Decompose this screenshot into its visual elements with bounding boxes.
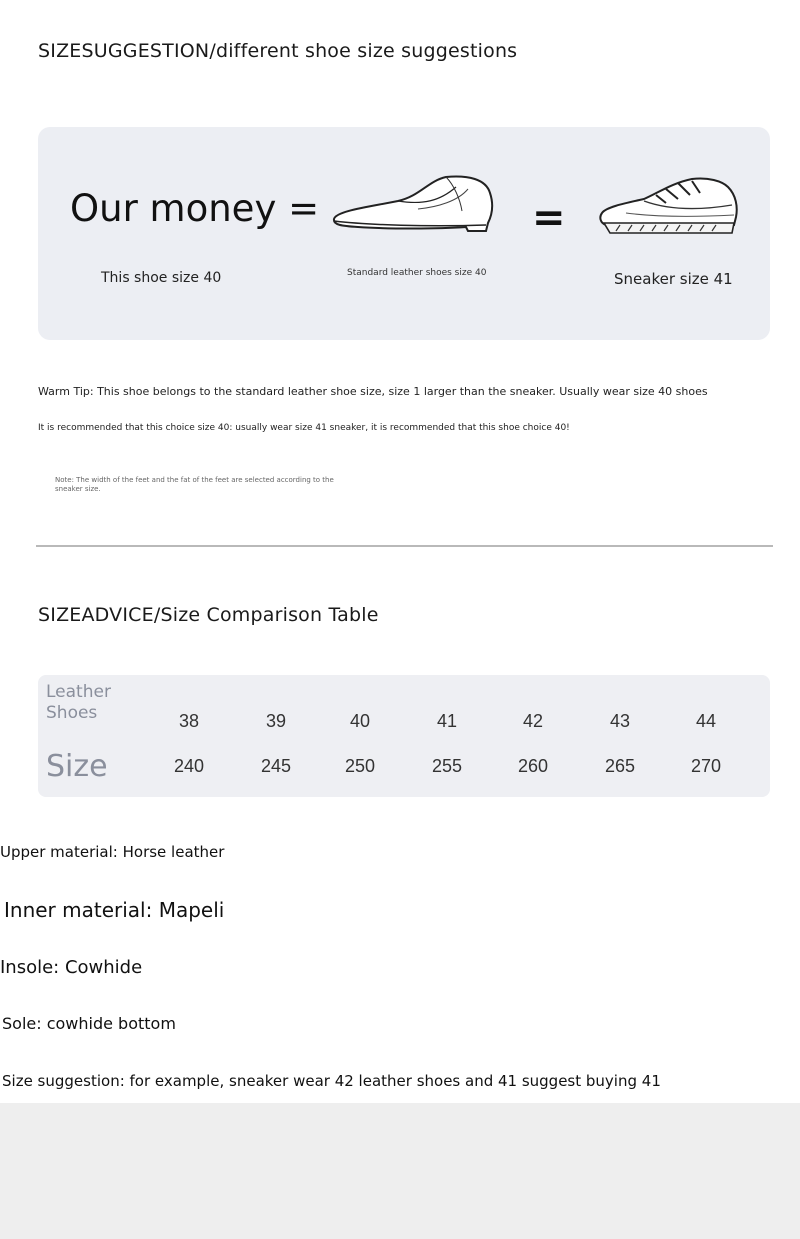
sole-text: Sole: cowhide bottom bbox=[2, 1014, 176, 1033]
mm-size-cell: 245 bbox=[260, 756, 292, 776]
leather-shoe-icon bbox=[328, 171, 498, 241]
mm-size-cell: 265 bbox=[604, 756, 636, 776]
leather-size-cell: 43 bbox=[609, 711, 631, 731]
size-row-label: Size bbox=[46, 749, 108, 784]
leather-size-cell: 40 bbox=[349, 711, 371, 731]
mm-size-cell: 250 bbox=[344, 756, 376, 776]
size-comparison-table bbox=[38, 675, 770, 797]
leather-size-cell: 44 bbox=[695, 711, 717, 731]
standard-leather-size-label: Standard leather shoes size 40 bbox=[347, 268, 487, 278]
inner-material-text: Inner material: Mapeli bbox=[4, 898, 225, 922]
insole-text: Insole: Cowhide bbox=[0, 957, 143, 978]
sneaker-size-label: Sneaker size 41 bbox=[614, 270, 733, 288]
sneaker-icon bbox=[596, 173, 742, 239]
this-shoe-size-label: This shoe size 40 bbox=[101, 270, 222, 286]
our-money-label: Our money = bbox=[70, 187, 320, 230]
size-suggestion-panel bbox=[38, 127, 770, 340]
size-advice-title: SIZEADVICE/Size Comparison Table bbox=[38, 604, 379, 626]
warm-tip-text: Warm Tip: This shoe belongs to the standard leather shoe size, size 1 larger than the sneaker. Usually wear size 40 shoes bbox=[38, 385, 708, 398]
bottom-background bbox=[0, 1103, 800, 1239]
mm-size-cell: 255 bbox=[431, 756, 463, 776]
section-divider bbox=[36, 545, 773, 547]
size-suggestion-text: Size suggestion: for example, sneaker wear 42 leather shoes and 41 suggest buying 41 bbox=[2, 1072, 661, 1090]
mm-size-cell: 240 bbox=[173, 756, 205, 776]
mm-size-cell: 270 bbox=[690, 756, 722, 776]
leather-shoes-row-label: Leather Shoes bbox=[46, 682, 111, 723]
mm-size-cell: 260 bbox=[517, 756, 549, 776]
leather-size-cell: 39 bbox=[265, 711, 287, 731]
leather-size-cell: 42 bbox=[522, 711, 544, 731]
upper-material-text: Upper material: Horse leather bbox=[0, 843, 225, 861]
leather-size-cell: 41 bbox=[436, 711, 458, 731]
leather-size-cell: 38 bbox=[178, 711, 200, 731]
note-text: Note: The width of the feet and the fat of the feet are selected according to the sneaker size. bbox=[55, 476, 334, 493]
recommendation-text: It is recommended that this choice size 40: usually wear size 41 sneaker, it is recommended that this shoe choice 40! bbox=[38, 423, 570, 433]
size-suggestion-title: SIZESUGGESTION/different shoe size suggestions bbox=[38, 40, 518, 62]
equals-sign: = bbox=[532, 195, 566, 241]
